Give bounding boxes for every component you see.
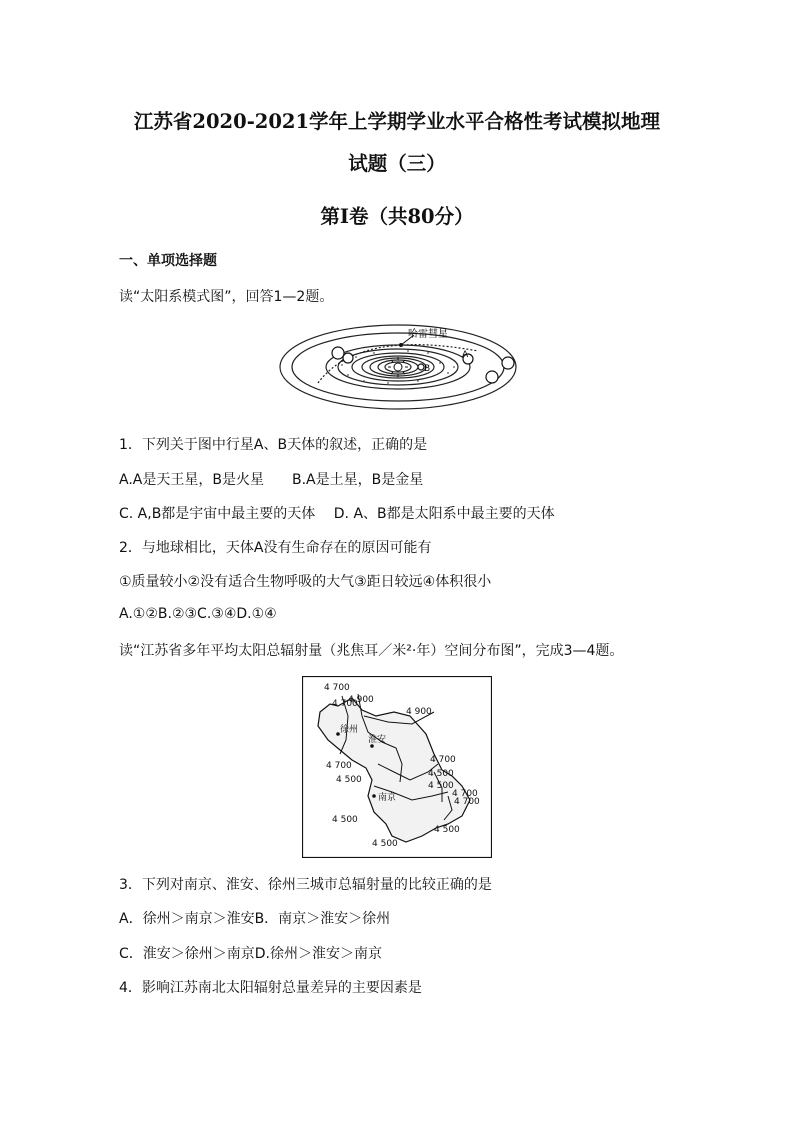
planet-left-2: [343, 353, 353, 363]
orbit-outer-1: [280, 325, 516, 409]
q3-options-1: A．徐州＞南京＞淮安B．南京＞淮安＞徐州: [119, 911, 391, 927]
isoline-label: 4 900: [406, 707, 432, 717]
isoline-label: 4 700: [326, 761, 352, 771]
isoline-label: 4 900: [348, 695, 374, 705]
q1-stem: 1．下列关于图中行星A、B天体的叙述，正确的是: [119, 437, 428, 453]
q2-options: A.①②B.②③C.③④D.①④: [119, 606, 277, 622]
intro-solar-system: 读“太阳系模式图”，回答1—2题。: [119, 289, 334, 305]
isoline-label: 4 700: [454, 797, 480, 807]
q1-options-1: A.A是天王星，B是火星 B.A是土星，B是金星: [119, 472, 424, 488]
document-title-line2: 试题（三）: [348, 152, 446, 175]
isoline-label: 4 500: [428, 769, 454, 779]
label-a: A: [462, 350, 469, 360]
orbit-jupiter: [326, 345, 470, 389]
planet-right-2: [486, 371, 498, 383]
isoline-label: 4 500: [428, 781, 454, 791]
q1-options-2: C. A,B都是宇宙中最主要的天体 D. A、B都是太阳系中最主要的天体: [119, 506, 555, 522]
solar-system-diagram: [278, 323, 518, 413]
q4-stem: 4．影响江苏南北太阳辐射总量差异的主要因素是: [119, 980, 422, 996]
planet-right-1: [502, 357, 514, 369]
section-title: 第I卷（共80分）: [320, 205, 474, 228]
city-label-huaian: 淮安: [368, 735, 387, 745]
isoline-label: 4 500: [332, 815, 358, 825]
document-title-line1: 江苏省2020-2021学年上学期学业水平合格性考试模拟地理: [133, 110, 661, 133]
q3-options-2: C．淮安＞徐州＞南京D.徐州＞淮安＞南京: [119, 946, 383, 962]
q3-stem: 3．下列对南京、淮安、徐州三城市总辐射量的比较正确的是: [119, 877, 492, 893]
planet-left-1: [332, 347, 344, 359]
city-label-nanjing: 南京: [378, 793, 397, 803]
q2-stem: 2．与地球相比，天体A没有生命存在的原因可能有: [119, 540, 432, 556]
isoline-label: 4 700: [430, 755, 456, 765]
isoline-label: 4 500: [336, 775, 362, 785]
isoline-label: 4 700: [452, 789, 478, 799]
part-heading: 一、单项选择题: [119, 253, 217, 269]
q2-choices: ①质量较小②没有适合生物呼吸的大气③距日较远④体积很小: [119, 574, 492, 590]
city-label-xuzhou: 徐州: [340, 725, 359, 735]
label-b: B: [424, 364, 431, 374]
isoline-label: 4 500: [434, 825, 460, 835]
orbit-outer-2: [292, 333, 504, 401]
label-comet: 哈雷彗星: [408, 329, 448, 340]
intro-radiation-map: 读“江苏省多年平均太阳总辐射量（兆焦耳／米²·年）空间分布图”，完成3—4题。: [119, 643, 624, 659]
jiangsu-radiation-map: [302, 676, 492, 858]
sun-icon: [388, 357, 408, 377]
isoline-label: 4 700: [324, 683, 350, 693]
city-marker-nanjing: [372, 794, 376, 798]
isoline-label: 4 500: [372, 839, 398, 849]
isoline-label: 4 700: [332, 699, 358, 709]
